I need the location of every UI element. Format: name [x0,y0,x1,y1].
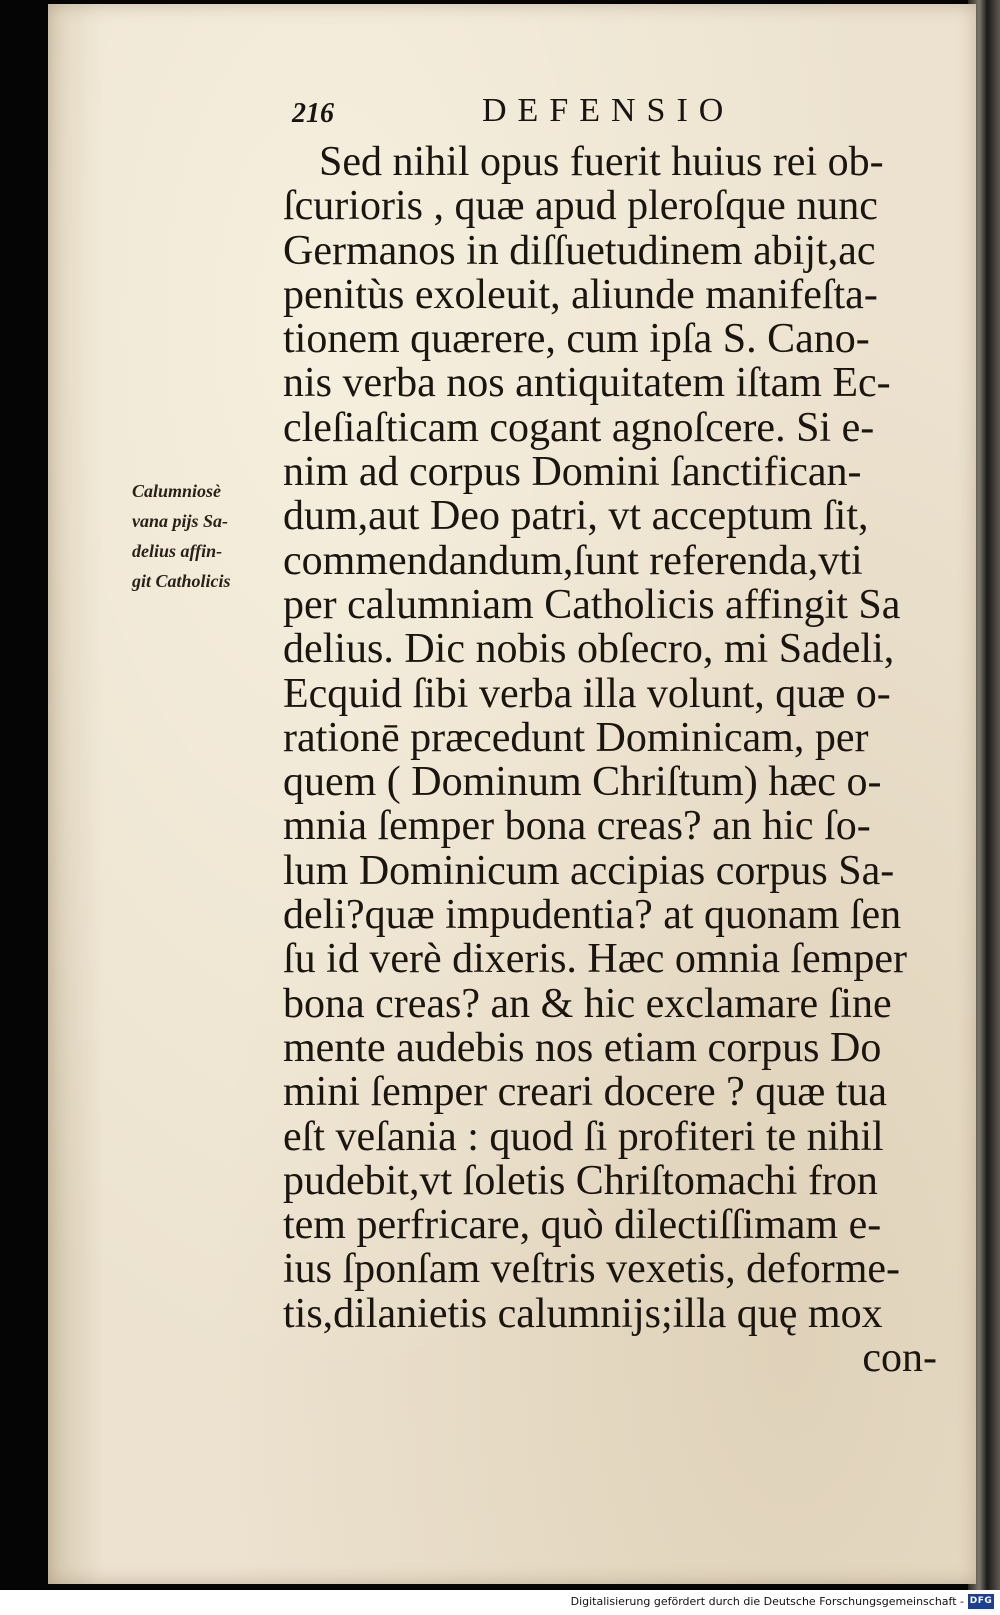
marginal-note-line: git Catholicis [132,571,231,591]
text-line: Germanos in diſſuetudinem abijt,ac [283,227,876,274]
text-line: lum Dominicum accipias corpus Sa- [283,847,895,894]
body-text [283,140,943,1380]
funding-credit: Digitalisierung gefördert durch die Deutsche Forschungsgemeinschaft - [570,1595,964,1608]
text-line: bona creas? an & hic exclamare ſine [283,980,892,1027]
text-line: cleſiaſticam cogant agnoſcere. Si e- [283,404,875,451]
text-line: commendandum,ſunt referenda,vti [283,537,863,584]
catchword: con- [862,1335,937,1382]
text-line: deli?quæ impudentia? at quonam ſen [283,892,902,939]
text-line: nis verba nos antiquitatem iſtam Ec- [283,360,891,407]
text-line: mente audebis nos etiam corpus Do [283,1024,882,1071]
text-line: rationē præcedunt Dominicam, per [283,714,869,761]
text-line: mnia ſemper bona creas? an hic ſo- [283,803,871,850]
running-head [292,92,792,142]
marginal-note-line: vana pijs Sa- [132,511,229,531]
text-line: tis,dilanietis calumnijs;illa quę mox [283,1290,883,1337]
text-line: ſu id verè dixeris. Hæc omnia ſemper [283,936,907,983]
text-line: dum,aut Deo patri, vt acceptum ſit, [283,493,869,540]
text-line: Ecquid ſibi verba illa volunt, quæ o- [283,670,891,717]
text-line: per calumniam Catholicis affingit Sa [283,581,901,628]
text-line: pudebit,vt ſoletis Chriſtomachi fron [283,1157,878,1204]
page-number: 216 [292,98,334,129]
text-line: ſcurioris , quæ apud pleroſque nunc [283,183,878,230]
text-line: penitùs exoleuit, aliunde manifeſta- [283,271,878,318]
marginal-note-line: Calumniosè [132,481,222,501]
text-line: ius ſponſam veſtris vexetis, deforme- [283,1246,901,1293]
text-line: mini ſemper creari docere ? quæ tua [283,1069,888,1116]
footer-bar [0,1590,1000,1615]
marginal-note-line: delius affin- [132,541,223,561]
text-line: delius. Dic nobis obſecro, mi Sadeli, [283,626,895,673]
text-line: tem perfricare, quò dilectiſſimam e- [283,1202,882,1249]
marginal-note [132,476,282,596]
text-line: nim ad corpus Domini ſanctifican- [283,449,862,496]
text-line: Sed nihil opus fuerit huius rei ob- [319,139,884,185]
dfg-logo: DFG [968,1594,994,1609]
text-line: tionem quærere, cum ipſa S. Cano- [283,316,870,363]
running-title: DEFENSIO [482,92,735,129]
text-line: eſt veſania : quod ſi profiteri te nihil [283,1113,884,1160]
text-line: quem ( Dominum Chriſtum) hæc o- [283,759,882,806]
